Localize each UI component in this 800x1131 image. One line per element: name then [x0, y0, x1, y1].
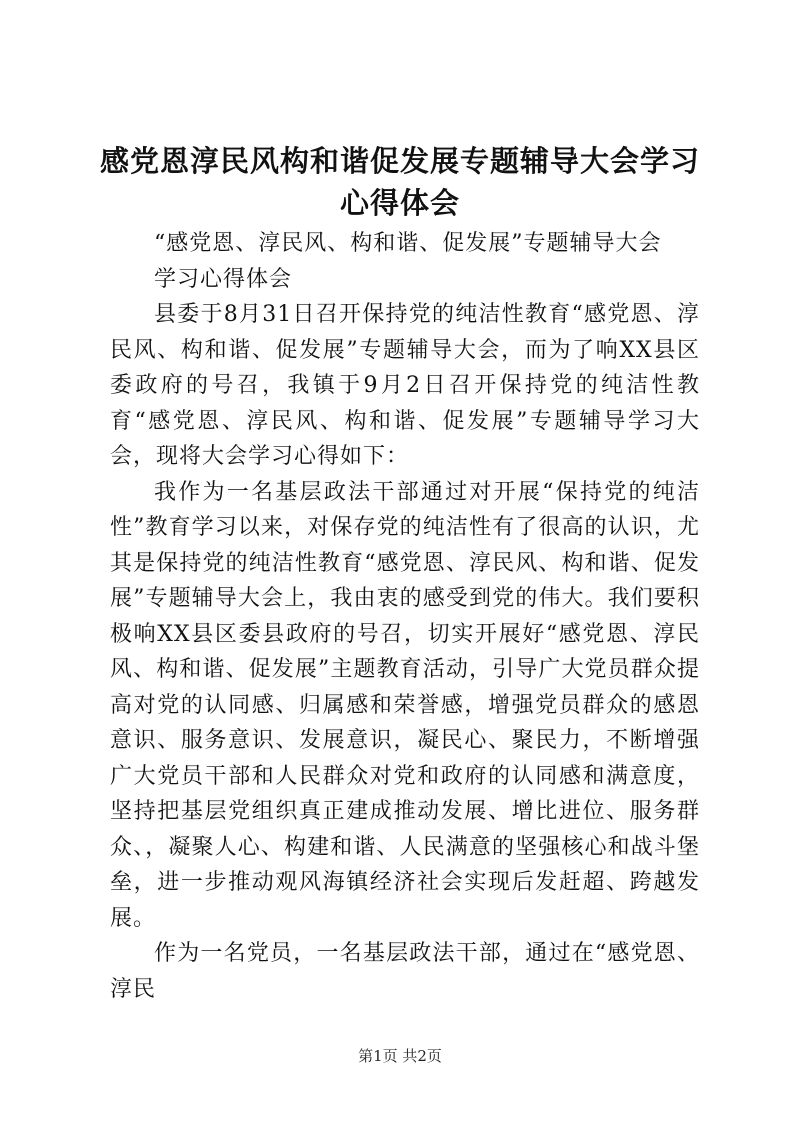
- paragraph-subtitle-line-2: 学习心得体会: [154, 266, 293, 292]
- document-title: 感党恩淳民风构和谐促发展专题辅导大会学习心得体会: [100, 144, 701, 220]
- paragraph-subtitle-line-1: “感党恩、淳民风、构和谐、促发展”专题辅导大会: [154, 231, 662, 256]
- paragraph-reflection: 我作为一名基层政法干部通过对开展“保持党的纯洁性”教育学习以来，对保存党的纯洁性有了很高的认识，尤其是保持党的纯洁性教育“感党恩、淳民风、构和谐、促发展”专题辅导大会上，我由衷的感受到党的伟大。我们要积极响XX县区委县政府的号召，切实开展好“感党恩、淳民风、构和谐、促发展”主题教育活动，引导广大党员群众提高对党的认同感、归属感和荣誉感，增强党员群众的感恩意识、服务意识、发展意识，凝民心、聚民力，不断增强广大党员干部和人民群众对党和政府的认同感和满意度，坚持把基层党组织真正建成推动发展、增比进位、服务群众、，凝聚人心、构建和谐、人民满意的坚强核心和战斗堡垒，进一步推动观风海镇经济社会实现后发赶超、跨越发展。: [110, 479, 700, 931]
- page-number-footer: 第1页 共2页: [358, 1047, 442, 1065]
- document-body: [110, 226, 700, 1007]
- paragraph-continuation: 作为一名党员，一名基层政法干部，通过在“感党恩、淳民: [110, 941, 700, 1002]
- paragraph-meeting-intro: 县委于8月31日召开保持党的纯洁性教育“感党恩、淳民风、构和谐、促发展”专题辅导大会，而为了响XX县区委政府的号召，我镇于9月2日召开保持党的纯洁性教育“感党恩、淳民风、构和谐、促发展”专题辅导学习大会，现将大会学习心得如下：: [110, 302, 700, 469]
